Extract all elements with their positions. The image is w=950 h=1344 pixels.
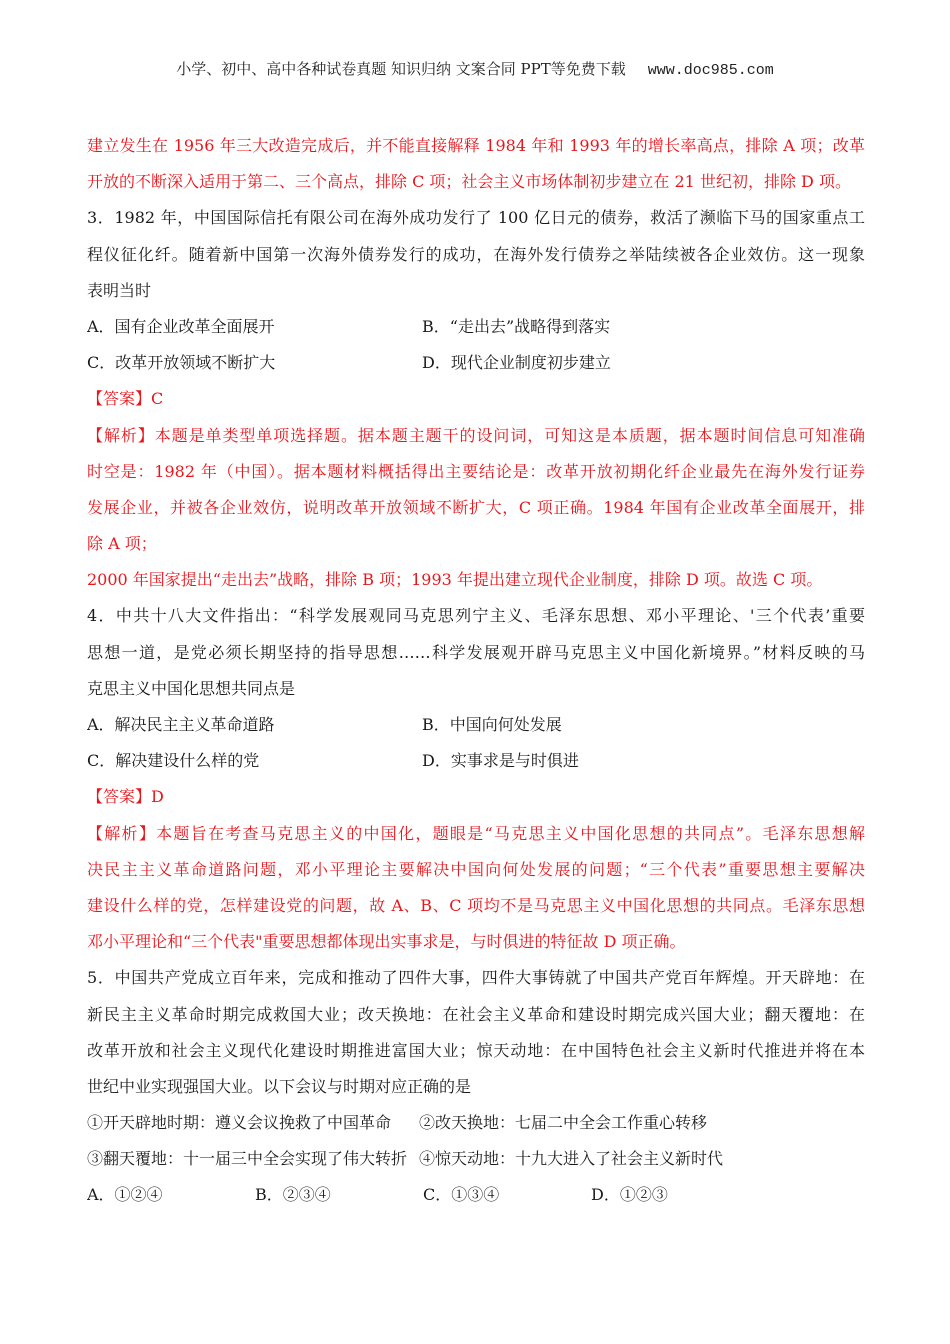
question-5 bbox=[87, 960, 865, 1213]
statement-4: ④惊天动地：十九大进入了社会主义新时代 bbox=[419, 1149, 724, 1169]
option-d: D．①②③ bbox=[591, 1185, 668, 1205]
header-text: 小学、初中、高中各种试卷真题 知识归纳 文案合同 PPT等免费下载 bbox=[176, 60, 626, 78]
explanation-line: 2000 年国家提出“走出去”战略，排除 B 项；1993 年提出建立现代企业制度，排除 D 项。故选 C 项。 bbox=[87, 570, 823, 590]
prev-explanation bbox=[87, 128, 865, 200]
explanation-line: 建设什么样的党，怎样建设党的问题，故 A、B、C 项均不是马克思主义中国化思想的共同点。毛泽东思想 bbox=[87, 895, 865, 915]
explanation-line: 决民主主义革命道路问题，邓小平理论主要解决中国向何处发展的问题；“三个代表”重要思想主要解决 bbox=[87, 859, 865, 879]
statement-row bbox=[87, 1105, 865, 1141]
explanation-line: 发展企业，并被各企业效仿，说明改革开放领域不断扩大，C 项正确。1984 年国有企业改革全面展开，排 bbox=[87, 497, 865, 517]
option-b: B．②③④ bbox=[255, 1185, 331, 1205]
option-d: D．实事求是与时俱进 bbox=[422, 751, 579, 771]
option-c: C．解决建设什么样的党 bbox=[87, 751, 260, 771]
question-stem-line: 程仪征化纤。随着新中国第一次海外债券发行的成功，在海外发行债券之举陆续被各企业效仿。这一现象 bbox=[87, 244, 865, 264]
explanation-line: 邓小平理论和“三个代表"重要思想都体现出实事求是，与时俱进的特征故 D 项正确。 bbox=[87, 932, 686, 952]
explanation-line: 除 A 项； bbox=[87, 534, 157, 554]
option-row bbox=[87, 743, 865, 779]
option-row bbox=[87, 1177, 865, 1213]
option-b: B．中国向何处发展 bbox=[422, 715, 562, 734]
question-stem-line: 5．中国共产党成立百年来，完成和推动了四件大事，四件大事铸就了中国共产党百年辉煌。开天辟地：在 bbox=[87, 968, 865, 988]
answer-label: 【答案】C bbox=[87, 389, 164, 409]
option-b: B．“走出去”战略得到落实 bbox=[422, 316, 611, 336]
option-row bbox=[87, 309, 865, 345]
text-line: 建立发生在 1956 年三大改造完成后，并不能直接解释 1984 年和 1993 年的增长率高点，排除 A 项；改革 bbox=[87, 136, 865, 155]
statement-row bbox=[87, 1141, 865, 1177]
option-c: C．改革开放领域不断扩大 bbox=[87, 353, 276, 373]
question-stem-line: 新民主主义革命时期完成救国大业；改天换地：在社会主义革命和建设时期完成兴国大业；翻天覆地：在 bbox=[87, 1004, 865, 1024]
explanation-line: 时空是：1982 年（中国）。据本题材料概括得出主要结论是：改革开放初期化纤企业最先在海外发行证券 bbox=[87, 461, 865, 481]
question-stem-line: 思想一道，是党必须长期坚持的指导思想……科学发展观开辟马克思主义中国化新境界。”材料反映的马 bbox=[87, 642, 865, 662]
statement-3: ③翻天覆地：十一届三中全会实现了伟大转折 bbox=[87, 1149, 408, 1169]
question-3 bbox=[87, 200, 865, 598]
option-c: C．①③④ bbox=[423, 1185, 500, 1205]
option-row bbox=[87, 707, 865, 743]
option-d: D．现代企业制度初步建立 bbox=[422, 353, 611, 373]
text-line: 开放的不断深入适用于第二、三个高点，排除 C 项；社会主义市场体制初步建立在 21 世纪初，排除 D 项。 bbox=[87, 172, 851, 192]
document-body bbox=[87, 128, 865, 1214]
statement-2: ②改天换地：七届二中全会工作重心转移 bbox=[419, 1113, 708, 1133]
question-stem-line: 世纪中业实现强国大业。以下会议与时期对应正确的是 bbox=[87, 1076, 472, 1096]
statement-1: ①开天辟地时期：遵义会议挽救了中国革命 bbox=[87, 1113, 392, 1133]
page-header bbox=[0, 58, 950, 79]
explanation-line: 【解析】本题旨在考查马克思主义的中国化，题眼是“马克思主义中国化思想的共同点”。毛泽东思想解 bbox=[87, 823, 865, 843]
answer-label: 【答案】D bbox=[87, 787, 164, 807]
question-stem-line: 改革开放和社会主义现代化建设时期推进富国大业；惊天动地：在中国特色社会主义新时代推进并将在本 bbox=[87, 1040, 865, 1060]
option-row bbox=[87, 345, 865, 381]
question-stem-line: 克思主义中国化思想共同点是 bbox=[87, 678, 296, 698]
question-stem-line: 表明当时 bbox=[87, 280, 152, 300]
header-site-url[interactable]: www.doc985.com bbox=[647, 62, 774, 79]
question-stem-line: 3．1982 年，中国国际信托有限公司在海外成功发行了 100 亿日元的债券，救活了濒临下马的国家重点工 bbox=[87, 208, 865, 228]
option-a: A．解决民主主义革命道路 bbox=[87, 715, 275, 734]
explanation-line: 【解析】本题是单类型单项选择题。据本题主题干的设问词，可知这是本质题，据本题时间信息可知准确 bbox=[87, 425, 865, 445]
question-4 bbox=[87, 598, 865, 960]
option-a: A．国有企业改革全面展开 bbox=[87, 316, 275, 336]
question-stem-line: 4．中共十八大文件指出：“科学发展观同马克思列宁主义、毛泽东思想、邓小平理论、'三个代表’重要 bbox=[87, 606, 865, 626]
option-a: A．①②④ bbox=[87, 1185, 163, 1205]
